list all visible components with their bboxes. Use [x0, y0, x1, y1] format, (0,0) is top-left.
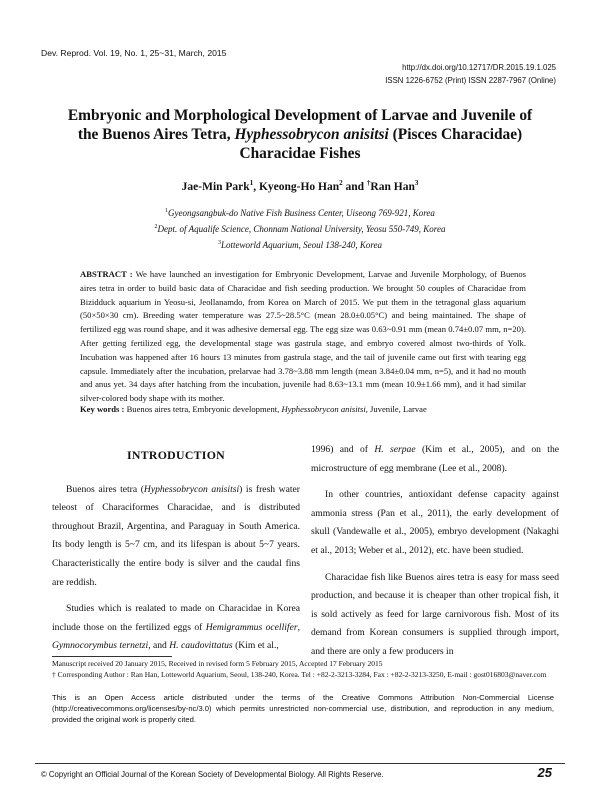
text-run: Buenos aires tetra ( [66, 483, 144, 495]
author-name: Kyeong-Ho Han [258, 180, 340, 193]
author-affil-mark: 2 [339, 179, 343, 187]
corresponding-author: † Corresponding Author : Ran Han, Lotteworld Aquarium, Seoul, 138-240, Korea. Tel : +82-2-3213-3284, Fax : +82-2-3213-3250, E-mail : gost016803@naver.com [52, 669, 547, 679]
journal-reference: Dev. Reprod. Vol. 19, No. 1, 25~31, March, 2015 [41, 48, 227, 58]
author-list [0, 179, 600, 193]
author-affil-mark: 3 [414, 179, 419, 187]
article-title [60, 106, 540, 163]
license-notice: This is an Open Access article distributed under the terms of the Creative Commons Attribution Non-Commercial License (http://creativecommons.org/licenses/by-nc/3.0) which permits unrestricted non-commercial use, distribution, and reproduction in any medium, provided the original work is properly cited. [52, 693, 554, 725]
author-separator: and [342, 180, 367, 193]
title-main: Embryonic and Morphological Development of Larvae and Juvenile of the Buenos Aires Tetra, [67, 107, 533, 143]
footnote-divider [52, 656, 172, 657]
affiliation-text: Lotteworld Aquarium, Seoul 138-240, Korea [220, 240, 382, 250]
affiliation-mark: 3 [217, 240, 221, 246]
author-affil-mark: 1 [249, 179, 254, 187]
text-run: , and [148, 640, 167, 652]
footnotes [52, 659, 554, 680]
body-paragraph: Characidae fish like Buenos aires tetra is easy for mass seed production, and because it is cheaper than other tropical fish, it is sold actively as feed for large carnivorous fish. Most of its demand from Korean consumers is supplied through import, and there are only a few producers in [311, 571, 559, 657]
text-run: ) is fresh water teleost of Characiformes Characidae, and is distributed throughout Brazil, Argentina, and Paraguay in South America. Its body length is 5~7 cm, and its lifespan is about 5~7 years. Characteristically the entire body is silver and the caudal fins are reddish. [52, 483, 300, 588]
affiliation [0, 236, 600, 252]
body-paragraph: In other countries, antioxidant defense capacity against ammonia stress (Pan et al., 2011), the early development of skull (Vandewalle et al., 2005), embryo development (Nakaghi et al., 2013; Weber et al., 2012), etc. have been studied. [311, 489, 559, 556]
affiliations [0, 204, 600, 252]
species-name: H. serpae [374, 444, 416, 455]
abstract [80, 268, 526, 406]
keywords-species: Hyphessobrycon anisitsi [281, 404, 366, 414]
page-number: 25 [537, 765, 552, 780]
species-name: Gymnocorymbus ternetzi [52, 640, 149, 652]
species-name: Hyphessobrycon anisitsi [143, 483, 240, 495]
abstract-text: We have launched an investigation for Embryonic Development, Larvae and Juvenile Morphology, of Buenos aires tetra in order to build basic data of Characidae and fish seeding production. We brought 50 couples of Characidae from Bizidduck aquarium in Yeosu-si, Jeollanamdo, from Korea on March of 2015. We put them in the tetragonal glass aquarium (50×50×30 cm). Breeding water temperature was 27.5~28.5°C (mean 28.0±0.05°C) and being maintained. The shape of fertilized egg was round shape, and it was adhesive demersal egg. The egg size was 0.63~0.91 mm (mean 0.74±0.07 mm, n=20). After getting fertilized egg, the developmental stage was gastrula stage, and embryo covered almost two-thirds of Yolk. Incubation was happened after 16 hours 13 minutes from gastrula stage, and the tail of juvenile came out first with tearing egg capsule. Immediately after the incubation, prelarvae had 3.78~3.88 mm length (mean 3.84±0.04 mm, n=5), and it had no mouth and anus yet. 34 days after hatching from the incubation, juvenile had 8.63~13.1 mm (mean 10.9±1.66 mm), and it had similar silver-colored body shape with its mother. [80, 269, 526, 404]
text-run: (Kim et al., [235, 640, 279, 652]
text-run: , [297, 621, 300, 633]
text-run: (Kim et al., 2005), and on the microstructure of egg membrane (Lee et al., 2008). [311, 444, 560, 474]
text-run: Studies which is realated to made on Characidae in Korea include those on the fertilized eggs of [52, 603, 300, 633]
issn-line: ISSN 1226-6752 (Print) ISSN 2287-7967 (Online) [385, 76, 556, 85]
species-name: H. caudovittatus [169, 640, 233, 652]
section-heading-introduction: INTRODUCTION [127, 448, 225, 462]
title-species: Hyphessobrycon anisitsi [234, 126, 389, 143]
body-column-right [311, 441, 559, 662]
body-paragraph [52, 600, 300, 656]
author-name: Ran Han [370, 180, 415, 193]
keywords [80, 404, 526, 414]
body-paragraph-continued [311, 441, 559, 478]
abstract-label: ABSTRACT : [80, 269, 133, 279]
keywords-text: Buenos aires tetra, Embryonic development, [126, 404, 280, 414]
body-column-left [52, 441, 300, 656]
affiliation [0, 220, 600, 236]
species-name: Hemigrammus ocellifer [205, 621, 298, 633]
footer-divider [35, 763, 565, 764]
affiliation-mark: 1 [165, 208, 169, 214]
text-run: 1996) and of [311, 444, 368, 455]
affiliation [0, 204, 600, 220]
body-paragraph [52, 481, 300, 593]
keywords-text-tail: , Juvenile, Larvae [365, 404, 427, 414]
copyright-notice: © Copyright an Official Journal of the Korean Society of Developmental Biology. All Rights Reserve. [41, 770, 384, 779]
keywords-label: Key words : [80, 404, 125, 414]
doi-link[interactable]: http://dx.doi.org/10.12717/DR.2015.19.1.025 [402, 63, 556, 72]
author-separator: , [253, 180, 259, 193]
manuscript-dates: Manuscript received 20 January 2015, Received in revised form 5 February 2015, Accepted 17 February 2015 [52, 659, 383, 668]
affiliation-text: Gyeongsangbuk-do Native Fish Business Center, Uiseong 769-921, Korea [168, 208, 435, 218]
title-family: (Pisces Characidae) Characidae Fishes [239, 126, 523, 162]
affiliation-text: Dept. of Aqualife Science, Chonnam National University, Yeosu 550-749, Korea [157, 224, 446, 234]
author-name: Jae-Min Park [181, 180, 250, 193]
corresponding-mark: † [366, 179, 371, 187]
affiliation-mark: 2 [154, 224, 158, 230]
